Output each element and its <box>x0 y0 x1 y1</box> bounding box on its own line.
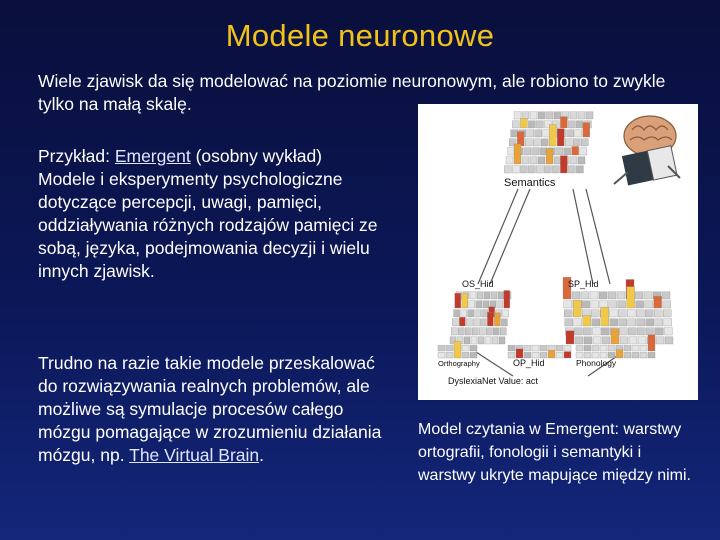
sp-hid-unit <box>628 319 636 326</box>
os-hid-unit <box>483 301 489 308</box>
semantics-unit <box>520 166 527 173</box>
sp-hid-unit <box>572 292 580 299</box>
os-hid-layer-grid <box>450 291 511 345</box>
sp-hid-unit <box>608 292 616 299</box>
semantics-unit <box>578 112 585 119</box>
orthography-unit <box>454 341 461 358</box>
sp-hid-unit <box>565 319 573 326</box>
scaling-suffix: . <box>259 445 265 465</box>
os-hid-unit <box>503 310 509 317</box>
os-hid-unit <box>475 310 481 317</box>
os-hid-unit <box>498 292 504 299</box>
semantics-unit <box>541 139 548 146</box>
semantics-unit <box>525 139 532 146</box>
os-hid-unit <box>499 337 505 344</box>
sp-hid-unit <box>654 310 662 317</box>
semantics-unit <box>564 148 571 155</box>
semantics-unit <box>508 148 515 155</box>
semantics-label: Semantics <box>504 177 556 189</box>
os-hid-unit <box>479 328 485 335</box>
sp-hid-unit <box>654 296 662 308</box>
semantics-unit <box>578 157 585 164</box>
semantics-unit <box>506 157 513 164</box>
phonology-unit <box>576 345 583 351</box>
sp-hid-unit <box>663 301 671 308</box>
os-hid-unit <box>462 294 468 308</box>
orthography-unit <box>462 345 469 351</box>
sp-hid-unit <box>645 310 653 317</box>
os-hid-unit <box>501 319 507 326</box>
sp-hid-unit <box>564 301 572 308</box>
os-hid-unit <box>451 328 457 335</box>
orthography-unit <box>446 352 453 358</box>
sp-hid-unit <box>620 337 628 344</box>
os-hid-unit <box>461 310 467 317</box>
semantics-unit <box>528 121 535 128</box>
os-hid-unit <box>487 312 493 326</box>
sp-hid-unit <box>602 337 610 344</box>
sp-hid-unit <box>637 319 645 326</box>
sp-hid-unit <box>662 292 670 299</box>
op-hid-label: OP_Hid <box>513 358 545 368</box>
orthography-unit <box>446 345 453 351</box>
semantics-unit <box>586 112 593 119</box>
semantics-unit <box>575 130 582 137</box>
semantics-unit <box>511 130 518 137</box>
os-hid-unit <box>504 291 510 309</box>
semantics-unit <box>535 130 542 137</box>
sp-hid-unit <box>627 310 635 317</box>
scaling-text: Trudno na razie takie modele przeskalować do rozwiązywania realnych problemów, ale możliwe są symulacje procesów całego mózgu pomagające w zrozumieniu działania mózgu, np. <box>38 353 382 465</box>
example-paragraph <box>38 145 383 283</box>
semantics-unit <box>540 148 547 155</box>
network-diagram <box>418 104 698 400</box>
semantics-unit <box>549 125 556 146</box>
semantics-unit <box>527 130 534 137</box>
os-hid-unit <box>500 328 506 335</box>
slide-title: Modele neuronowe <box>225 18 495 53</box>
sp-hid-unit <box>591 310 599 317</box>
semantics-unit <box>522 157 529 164</box>
os-hid-unit <box>472 328 478 335</box>
sp-hid-unit <box>601 307 609 326</box>
semantics-unit <box>536 121 543 128</box>
sp-hid-unit <box>582 301 590 308</box>
sp-hid-unit <box>601 328 609 335</box>
sp-hid-unit <box>656 337 664 344</box>
sp-hid-unit <box>646 319 654 326</box>
phonology-unit <box>632 352 639 358</box>
phonology-unit <box>608 345 615 351</box>
sp-hid-unit <box>655 328 663 335</box>
semantics-unit <box>528 166 535 173</box>
os-hid-unit <box>466 319 472 326</box>
semantics-unit <box>570 157 577 164</box>
semantics-unit <box>576 166 583 173</box>
os-hid-unit <box>473 319 479 326</box>
semantics-unit <box>580 148 587 155</box>
sp-hid-unit <box>609 301 617 308</box>
sp-hid-unit <box>645 301 653 308</box>
sp-hid-unit <box>638 337 646 344</box>
semantics-unit <box>557 129 564 146</box>
example-body: Modele i eksperymenty psychologiczne dotyczące percepcji, uwagi, pamięci, oddziaływania różnych rodzajów pamięci ze sobą, języka, podejmowania decyzji i wielu innych zjawisk. <box>38 169 378 281</box>
semantics-unit <box>556 148 563 155</box>
brain-reading-icon <box>614 116 680 185</box>
os-hid-unit <box>464 337 470 344</box>
op-hid-unit <box>556 345 563 351</box>
example-suffix: (osobny wykład) <box>190 146 323 166</box>
sp-hid-unit <box>575 337 583 344</box>
emergent-link[interactable]: Emergent <box>114 146 191 166</box>
os-hid-unit <box>458 328 464 335</box>
sp-hid-unit <box>665 337 673 344</box>
semantics-unit <box>543 130 550 137</box>
semantics-unit <box>532 148 539 155</box>
semantics-unit <box>568 166 575 173</box>
phonology-unit <box>584 345 591 351</box>
phonology-unit <box>624 352 631 358</box>
sp-hid-unit <box>600 301 608 308</box>
semantics-unit <box>546 149 553 164</box>
sp-hid-unit <box>637 328 645 335</box>
semantics-unit <box>522 112 529 119</box>
semantics-unit <box>573 139 580 146</box>
orthography-unit <box>438 345 445 351</box>
semantics-unit <box>538 112 545 119</box>
semantics-unit <box>544 166 551 173</box>
sp-hid-unit <box>617 292 625 299</box>
semantics-unit <box>552 166 559 173</box>
op-hid-unit <box>548 350 555 358</box>
phonology-unit <box>592 345 599 351</box>
op-hid-unit <box>516 349 523 358</box>
sp-hid-unit <box>619 319 627 326</box>
op-hid-unit <box>556 352 563 358</box>
os-hid-unit <box>469 301 475 308</box>
sp-hid-unit <box>584 337 592 344</box>
sp-hid-unit <box>636 301 644 308</box>
sp-hid-unit <box>618 301 626 308</box>
sp-hid-unit <box>627 287 635 308</box>
semantics-unit <box>570 112 577 119</box>
os-hid-label: OS_Hid <box>462 279 494 289</box>
scaling-paragraph <box>38 352 383 467</box>
os-hid-unit <box>454 310 460 317</box>
os-hid-unit <box>452 319 458 326</box>
semantics-unit <box>572 147 579 156</box>
semantics-unit <box>560 117 567 128</box>
phonology-unit <box>640 352 647 358</box>
example-prefix: Przykład: <box>38 146 115 166</box>
semantics-layer-grid <box>504 112 593 173</box>
os-hid-unit <box>484 292 490 299</box>
sp-hid-unit <box>574 319 582 326</box>
sp-hid-unit <box>581 292 589 299</box>
semantics-unit <box>567 130 574 137</box>
phonology-unit <box>616 350 623 358</box>
op-hid-unit <box>532 345 539 351</box>
os-hid-unit <box>497 301 503 308</box>
sp-hid-unit <box>664 319 672 326</box>
op-hid-unit <box>564 345 571 351</box>
orthography-unit <box>462 352 469 358</box>
phonology-unit <box>624 345 631 351</box>
phonology-unit <box>640 345 647 351</box>
sp-hid-unit <box>663 310 671 317</box>
os-hid-unit <box>459 317 465 326</box>
sp-hid-unit <box>635 292 643 299</box>
sp-hid-unit <box>628 328 636 335</box>
sp-hid-unit <box>629 337 637 344</box>
os-hid-unit <box>477 292 483 299</box>
semantics-unit <box>554 112 561 119</box>
phonology-unit <box>600 345 607 351</box>
sp-hid-unit <box>655 319 663 326</box>
orthography-unit <box>470 345 477 351</box>
semantics-unit <box>554 157 561 164</box>
op-hid-unit <box>508 345 515 351</box>
sp-hid-unit <box>636 310 644 317</box>
semantics-unit <box>533 139 540 146</box>
os-hid-unit <box>486 328 492 335</box>
semantics-unit <box>514 144 521 164</box>
sp-hid-unit <box>609 310 617 317</box>
figure-caption: Model czytania w Emergent: warstwy ortografii, fonologii i semantyki i warstwy ukryte mapujące między nimi. <box>418 421 691 484</box>
os-hid-unit <box>492 337 498 344</box>
os-hid-unit <box>491 292 497 299</box>
semantics-unit <box>583 123 590 137</box>
orthography-unit <box>470 352 477 358</box>
os-hid-unit <box>494 313 500 326</box>
os-hid-unit <box>482 310 488 317</box>
sp-hid-unit <box>610 319 618 326</box>
sp-hid-unit <box>619 328 627 335</box>
os-hid-unit <box>476 301 482 308</box>
virtual-brain-link[interactable]: The Virtual Brain <box>129 445 260 465</box>
sp-hid-unit <box>599 292 607 299</box>
sp-hid-unit <box>591 301 599 308</box>
os-hid-unit <box>493 328 499 335</box>
os-hid-unit <box>480 319 486 326</box>
semantics-unit <box>520 118 527 128</box>
semantics-unit <box>504 166 511 173</box>
op-hid-layer-grid <box>508 345 571 358</box>
semantics-unit <box>512 166 519 173</box>
os-hid-unit <box>470 292 476 299</box>
os-hid-unit <box>465 328 471 335</box>
semantics-unit <box>512 121 519 128</box>
phonology-unit <box>632 345 639 351</box>
emergent-reading-model-figure <box>418 104 698 400</box>
semantics-unit <box>530 112 537 119</box>
semantics-unit <box>565 139 572 146</box>
phonology-unit <box>648 352 655 358</box>
os-hid-unit <box>485 337 491 344</box>
sp-hid-unit <box>590 292 598 299</box>
semantics-unit <box>576 121 583 128</box>
op-hid-unit <box>540 345 547 351</box>
semantics-unit <box>568 121 575 128</box>
sp-hid-unit <box>593 337 601 344</box>
semantics-unit <box>560 156 567 173</box>
sp-hid-unit <box>618 310 626 317</box>
sp-hid-unit <box>592 319 600 326</box>
os-hid-unit <box>471 337 477 344</box>
op-hid-unit <box>564 352 571 358</box>
sp-hid-unit <box>611 329 619 344</box>
orthography-label: Orthography <box>438 359 480 368</box>
sp-hid-unit <box>646 328 654 335</box>
semantics-unit <box>536 166 543 173</box>
os-hid-unit <box>468 310 474 317</box>
sp-hid-unit <box>583 316 591 327</box>
intro-paragraph: Wiele zjawisk da się modelować na poziomie neuronowym, ale robiono to zwykle tylko na małą skalę. <box>38 71 666 114</box>
os-hid-unit <box>478 337 484 344</box>
semantics-unit <box>538 157 545 164</box>
sp-hid-unit <box>564 310 572 317</box>
sp-hid-unit <box>573 300 581 317</box>
sp-hid-unit <box>583 328 591 335</box>
sp-hid-unit <box>592 328 600 335</box>
dyslexia-value-label: DyslexiaNet Value: act <box>448 376 538 386</box>
phonology-label: Phonology <box>576 358 617 368</box>
sp-hid-unit <box>566 331 574 344</box>
os-hid-unit <box>455 293 461 308</box>
op-hid-unit <box>524 345 531 351</box>
sp-hid-unit <box>664 328 672 335</box>
sp-hid-unit <box>574 328 582 335</box>
semantics-unit <box>514 112 521 119</box>
sp-hid-label: SP_Hid <box>568 279 599 289</box>
semantics-unit <box>524 148 531 155</box>
phonology-unit <box>648 335 655 351</box>
semantics-unit <box>530 157 537 164</box>
semantics-unit <box>581 139 588 146</box>
semantics-unit <box>546 112 553 119</box>
sp-hid-unit <box>644 292 652 299</box>
orthography-unit <box>438 352 445 358</box>
